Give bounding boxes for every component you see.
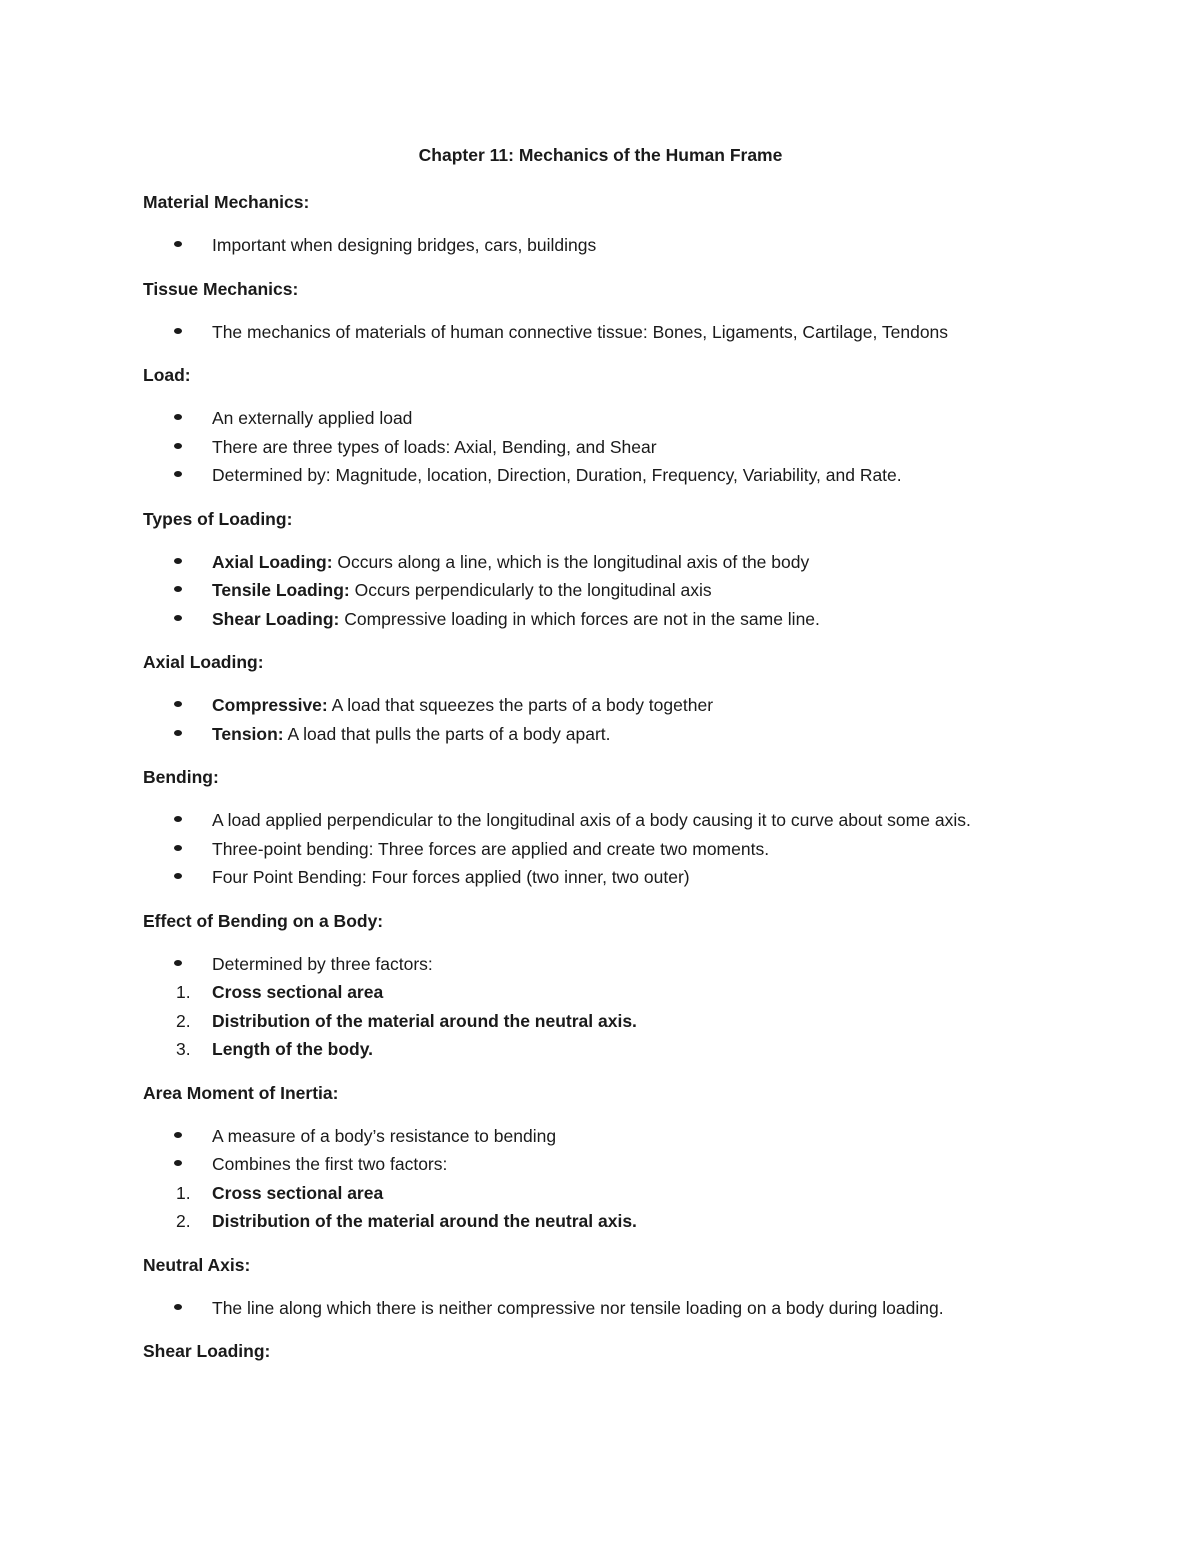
numbered-item xyxy=(143,1035,1058,1064)
bullet-item xyxy=(143,1294,1058,1323)
bullet-item xyxy=(143,835,1058,864)
item-text: Occurs along a line, which is the longitudinal axis of the body xyxy=(332,551,810,572)
bullet-icon xyxy=(174,1132,182,1138)
bullet-item xyxy=(143,1150,1058,1179)
section-heading: Load: xyxy=(143,365,191,385)
bullet-icon xyxy=(174,558,182,564)
section xyxy=(143,276,1058,347)
bullet-icon xyxy=(174,615,182,621)
bullet-item xyxy=(143,461,1058,490)
section xyxy=(143,1252,1058,1323)
sections-container xyxy=(143,189,1058,1364)
section-heading: Effect of Bending on a Body: xyxy=(143,910,384,931)
item-text: Combines the first two factors: xyxy=(212,1154,448,1174)
item-list xyxy=(143,950,1058,1064)
section-heading: Types of Loading: xyxy=(143,508,293,529)
bullet-icon xyxy=(174,443,182,449)
bullet-item xyxy=(143,404,1058,433)
item-term: Compressive: xyxy=(212,695,328,715)
section-heading: Tissue Mechanics: xyxy=(143,278,299,299)
document-title: Chapter 11: Mechanics of the Human Frame xyxy=(418,145,783,165)
list-number: 1. xyxy=(176,1182,191,1203)
bullet-item xyxy=(143,318,1058,347)
item-text: Length of the body. xyxy=(212,1039,374,1059)
item-term: Axial Loading: xyxy=(212,551,333,572)
section-heading: Bending: xyxy=(143,767,219,787)
item-list xyxy=(143,806,1058,892)
item-text: Important when designing bridges, cars, buildings xyxy=(212,235,597,255)
section xyxy=(143,362,1058,490)
bullet-icon xyxy=(174,328,182,334)
section xyxy=(143,1338,1058,1364)
item-text: The mechanics of materials of human connective tissue: Bones, Ligaments, Cartilage, Tendons xyxy=(212,321,949,342)
bullet-icon xyxy=(174,845,182,851)
item-text: Occurs perpendicularly to the longitudinal axis xyxy=(349,580,712,600)
item-list xyxy=(143,318,1058,347)
item-text: Determined by: Magnitude, location, Direction, Duration, Frequency, Variability, and Rate. xyxy=(212,465,902,485)
bullet-item xyxy=(143,576,1058,605)
item-text: A load that pulls the parts of a body apart. xyxy=(283,723,611,744)
item-text: Distribution of the material around the neutral axis. xyxy=(212,1010,637,1031)
section xyxy=(143,649,1058,748)
numbered-item xyxy=(143,978,1058,1007)
item-text: There are three types of loads: Axial, Bending, and Shear xyxy=(212,436,657,457)
bullet-icon xyxy=(174,873,182,879)
section xyxy=(143,764,1058,892)
bullet-item xyxy=(143,806,1058,835)
bullet-icon xyxy=(174,471,182,477)
numbered-item xyxy=(143,1007,1058,1036)
bullet-item xyxy=(143,605,1058,634)
item-text: Cross sectional area xyxy=(212,1182,384,1203)
item-text: Cross sectional area xyxy=(212,982,384,1002)
bullet-icon xyxy=(174,816,182,822)
list-number: 3. xyxy=(176,1039,191,1059)
item-term: Shear Loading: xyxy=(212,608,340,629)
section xyxy=(143,506,1058,634)
item-list xyxy=(143,231,1058,260)
item-text: An externally applied load xyxy=(212,408,413,428)
item-text: Three-point bending: Three forces are applied and create two moments. xyxy=(212,838,770,859)
section xyxy=(143,189,1058,260)
bullet-item xyxy=(143,691,1058,720)
bullet-item xyxy=(143,1122,1058,1151)
bullet-item xyxy=(143,231,1058,260)
bullet-icon xyxy=(174,241,182,247)
item-text: A load applied perpendicular to the longitudinal axis of a body causing it to curve about some axis. xyxy=(212,810,971,830)
list-number: 2. xyxy=(176,1211,191,1231)
item-text: Distribution of the material around the neutral axis. xyxy=(212,1211,637,1231)
bullet-icon xyxy=(174,586,182,592)
bullet-item xyxy=(143,548,1058,577)
bullet-icon xyxy=(174,1160,182,1166)
bullet-icon xyxy=(174,1304,182,1310)
bullet-item xyxy=(143,950,1058,979)
section xyxy=(143,908,1058,1064)
item-list xyxy=(143,548,1058,634)
item-text: A load that squeezes the parts of a body together xyxy=(327,695,714,715)
item-text: The line along which there is neither compressive nor tensile loading on a body during loading. xyxy=(212,1297,944,1318)
bullet-icon xyxy=(174,414,182,420)
item-list xyxy=(143,691,1058,748)
item-text: Four Point Bending: Four forces applied (two inner, two outer) xyxy=(212,867,690,887)
item-text: Compressive loading in which forces are not in the same line. xyxy=(339,608,820,629)
item-term: Tension: xyxy=(212,723,284,744)
section-heading: Shear Loading: xyxy=(143,1341,271,1361)
bullet-icon xyxy=(174,701,182,707)
document-page xyxy=(143,140,1058,1380)
section-heading: Material Mechanics: xyxy=(143,192,310,212)
bullet-item xyxy=(143,863,1058,892)
list-number: 1. xyxy=(176,982,191,1002)
section xyxy=(143,1080,1058,1236)
bullet-item xyxy=(143,720,1058,749)
section-heading: Neutral Axis: xyxy=(143,1254,251,1275)
numbered-item xyxy=(143,1207,1058,1236)
item-list xyxy=(143,1122,1058,1236)
item-text: A measure of a body’s resistance to bending xyxy=(212,1125,557,1146)
item-list xyxy=(143,1294,1058,1323)
item-text: Determined by three factors: xyxy=(212,953,433,974)
bullet-icon xyxy=(174,730,182,736)
section-heading: Area Moment of Inertia: xyxy=(143,1082,339,1103)
bullet-icon xyxy=(174,960,182,966)
item-term: Tensile Loading: xyxy=(212,580,350,600)
item-list xyxy=(143,404,1058,490)
numbered-item xyxy=(143,1179,1058,1208)
list-number: 2. xyxy=(176,1010,191,1031)
bullet-item xyxy=(143,433,1058,462)
section-heading: Axial Loading: xyxy=(143,652,264,672)
